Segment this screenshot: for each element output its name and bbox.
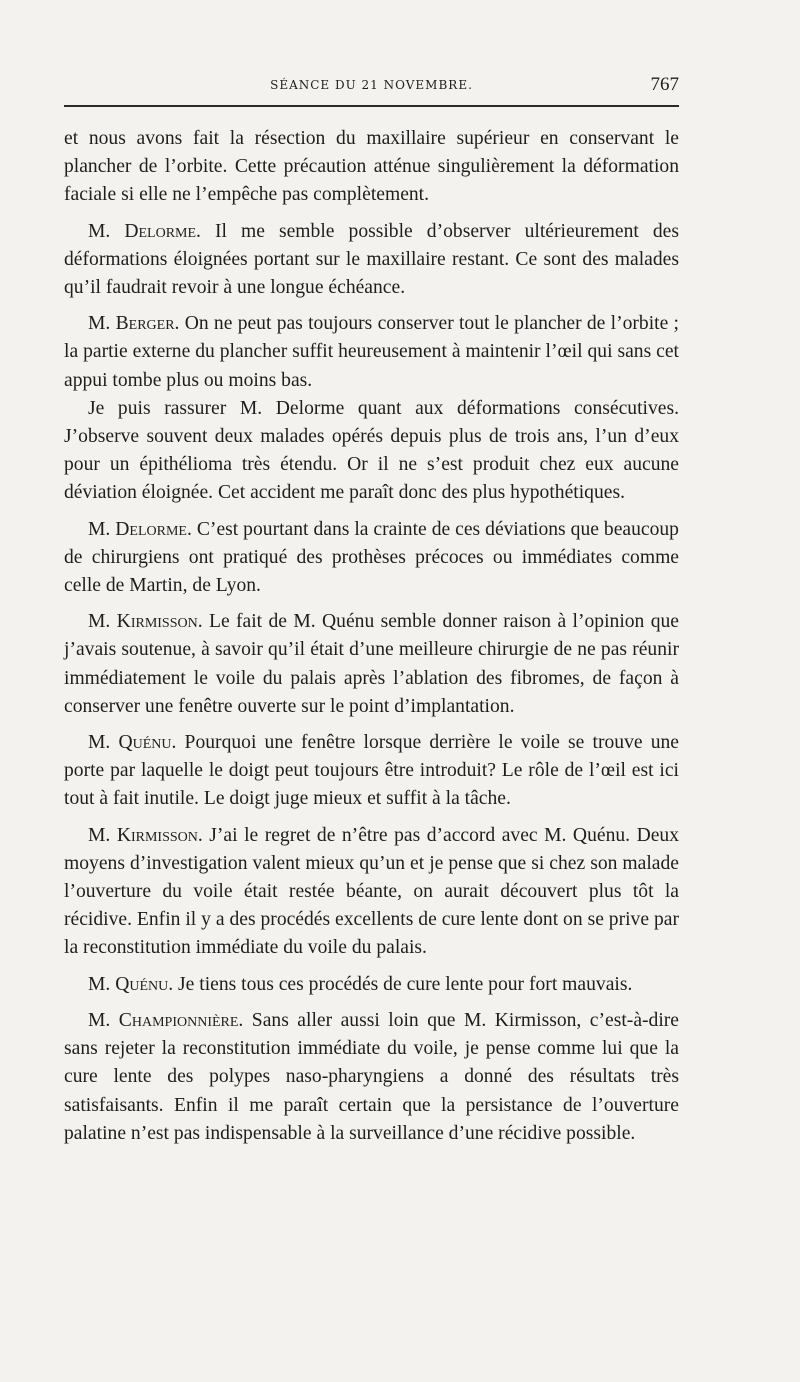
paragraph-text: Sans aller aussi loin que M. Kirmisson, c’est-à-dire sans rejeter la reconstitution immédiate du voile, je pense comme lui que la cure lente des polypes naso-pharyngiens a donné des résultats très satisfaisants. Enfin il me paraît certain que la persistance de l’ouverture palatine n’est pas indispensable à la surveillance d’une récidive possible. — [64, 1009, 679, 1144]
speaker-name: M. Delorme. — [88, 518, 192, 540]
speaker-name: M. Delorme. — [88, 220, 201, 242]
paragraph-text: Pourquoi une fenêtre lorsque derrière le voile se trouve une porte par laquelle le doigt peut toujours être introduit? Le rôle de l’œil est ici tout à fait inutile. Le doigt juge mieux et suffit à la tâche. — [64, 732, 679, 810]
paragraph — [64, 125, 679, 210]
paragraph-text: Je tiens tous ces procédés de cure lente pour fort mauvais. — [173, 973, 633, 995]
page-body — [64, 125, 679, 1148]
paragraph-text: On ne peut pas toujours conserver tout le plancher de l’orbite ; la partie externe du plancher suffit heureusement à maintenir l’œil qui sans cet appui tombe plus ou moins bas. — [64, 313, 680, 391]
running-header — [64, 74, 679, 98]
paragraph — [64, 395, 679, 508]
speaker-name: M. Quénu. — [88, 732, 177, 754]
running-title: SÉANCE DU 21 NOVEMBRE. — [270, 78, 473, 92]
paragraph-text: Je puis rassurer M. Delorme quant aux déformations consécutives. J’observe souvent deux malades opérés depuis plus de trois ans, l’un d’eux pour un épithélioma très étendu. Or il ne s’est produit chez eux aucune déviation éloignée. Cet accident me paraît donc des plus hypothétiques. — [64, 397, 679, 504]
paragraph — [64, 516, 679, 601]
speaker-name: M. Kirmisson. — [88, 611, 203, 633]
paragraph — [64, 218, 679, 303]
paragraph-text: et nous avons fait la résection du maxillaire supérieur en conservant le plancher de l’orbite. Cette précaution atténue singulièrement la déformation faciale si elle ne l’empêche pas complètement. — [64, 128, 679, 206]
page-number: 767 — [650, 74, 679, 95]
paragraph — [64, 608, 679, 721]
header-rule — [64, 105, 679, 107]
paragraph — [64, 822, 679, 963]
paragraph-text: J’ai le regret de n’être pas d’accord avec M. Quénu. Deux moyens d’investigation valent mieux qu’un et je pense que si chez son malade l’ouverture du voile était restée béante, on aurait découvert plus tôt la récidive. Enfin il y a des procédés excellents de cure lente dont on se prive par la reconstitution immédiate du voile du palais. — [64, 824, 680, 959]
paragraph-text: Il me semble possible d’observer ultérieurement des déformations éloignées portant sur le maxillaire restant. Ce sont des malades qu’il faudrait revoir à une longue échéance. — [64, 220, 680, 299]
paragraph — [64, 971, 679, 999]
paragraph — [64, 310, 679, 395]
paragraph — [64, 1007, 679, 1148]
speaker-name: M. Quénu. — [88, 973, 174, 995]
speaker-name: M. Berger. — [88, 313, 180, 335]
speaker-name: M. Kirmisson. — [88, 824, 203, 846]
paragraph — [64, 729, 679, 814]
paragraph-text: C’est pourtant dans la crainte de ces déviations que beaucoup de chirurgiens ont pratiqué des prothèses précoces ou immédiates comme celle de Martin, de Lyon. — [64, 518, 679, 597]
speaker-name: M. Championnière. — [88, 1009, 244, 1031]
paragraph-text: Le fait de M. Quénu semble donner raison à l’opinion que j’avais soutenue, à savoir qu’il était d’une meilleure chirurgie de ne pas réunir immédiatement le voile du palais après l’ablation des fibromes, de façon à conserver une fenêtre ouverte sur le point d’implantation. — [64, 611, 679, 717]
